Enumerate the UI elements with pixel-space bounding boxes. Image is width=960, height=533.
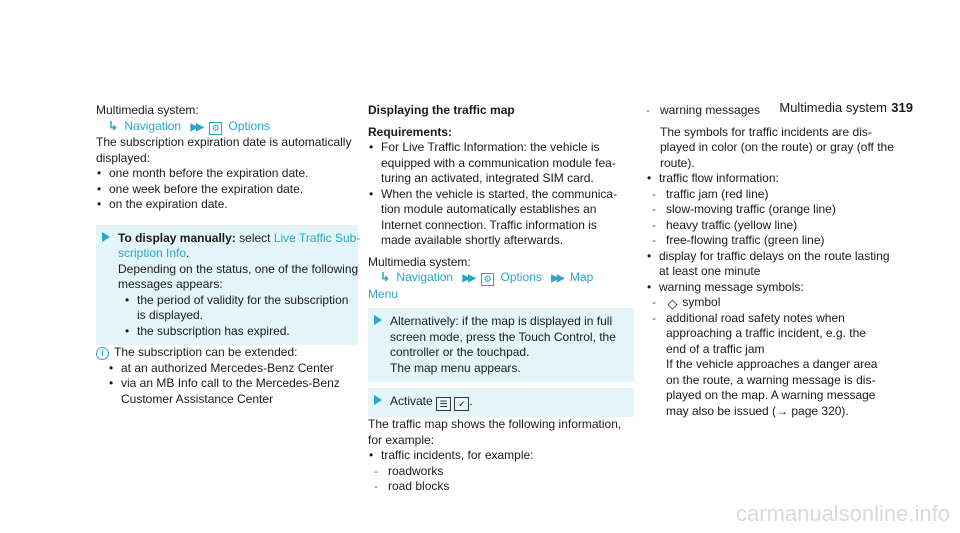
gear-icon: ⚙ xyxy=(209,122,222,135)
list-item: • warning message symbols: xyxy=(646,280,916,296)
step-text: . xyxy=(186,246,190,260)
traffic-map-icon: ☰ xyxy=(436,397,451,411)
sub-item-cont: played on the map. A warning message xyxy=(666,388,876,402)
info-note xyxy=(96,345,358,361)
column-3 xyxy=(646,103,916,419)
column-2 xyxy=(368,103,634,495)
step-title: To display manually: xyxy=(118,230,236,245)
list-item: • traffic flow information: xyxy=(646,171,916,187)
sub-item-cont: on the route, a warning message is dis- xyxy=(666,372,876,387)
sub-item-cont: end of a traffic jam xyxy=(666,341,765,356)
step-text: select xyxy=(235,230,274,245)
sub-item-text: roadworks xyxy=(388,463,444,478)
step-line: Alternatively: if the map is displayed in full xyxy=(390,314,613,328)
menu-path xyxy=(96,119,358,136)
instruction-step xyxy=(368,308,634,382)
path-menu[interactable]: Menu xyxy=(368,286,399,301)
menu-label: Multimedia system: xyxy=(96,103,199,117)
sub-item-text: warning messages xyxy=(660,103,761,117)
double-chevron-icon: ▶▶ xyxy=(551,273,563,284)
list-item: • on the expiration date. xyxy=(96,197,358,213)
sub-item: - road blocks xyxy=(374,479,450,493)
list-item-cont: Internet connection. Traffic information is xyxy=(381,217,597,232)
sub-item: - heavy traffic (yellow line) xyxy=(652,217,798,232)
menu-path xyxy=(368,270,634,287)
sub-item: - slow-moving traffic (orange line) xyxy=(652,202,836,216)
menu-label: Multimedia system: xyxy=(368,254,471,269)
step-arrow-icon xyxy=(374,315,382,325)
list-item: • the subscription has expired. xyxy=(124,324,352,340)
list-item-cont: made available shortly afterwards. xyxy=(381,233,564,247)
column-1 xyxy=(96,103,361,407)
paragraph-line: The traffic map shows the following information, xyxy=(368,417,622,431)
list-item: • one week before the expiration date. xyxy=(96,182,358,198)
sub-item-text: additional road safety notes when xyxy=(666,310,845,325)
list-item-cont: equipped with a communication module fea- xyxy=(381,155,616,170)
sub-item: - free-flowing traffic (green line) xyxy=(652,233,825,247)
sub-item-text: traffic jam (red line) xyxy=(666,186,769,201)
double-chevron-icon: ▶▶ xyxy=(462,273,474,284)
link-live-traffic-cont[interactable]: scription Info xyxy=(118,246,187,260)
instruction-step: Activate ☰ ✓ . xyxy=(368,388,634,417)
sub-item-text: road blocks xyxy=(388,479,450,493)
gear-icon: ⚙ xyxy=(481,273,494,286)
paragraph-line: route). xyxy=(660,155,695,170)
list-item: • When the vehicle is started, the communica- xyxy=(368,187,634,203)
paragraph-line: The subscription expiration date is automatically xyxy=(96,135,352,149)
sub-item-text: symbol xyxy=(682,295,721,309)
sub-item-text: free-flowing traffic (green line) xyxy=(666,233,825,247)
paragraph-line: The symbols for traffic incidents are dis- xyxy=(660,124,872,139)
info-icon: i xyxy=(96,347,109,360)
list-item: • at an authorized Mercedes-Benz Center xyxy=(108,361,358,377)
step-line: The map menu appears. xyxy=(390,360,521,375)
path-options[interactable]: Options xyxy=(228,118,270,133)
sub-item-cont: approaching a traffic incident, e.g. the xyxy=(666,326,866,340)
watermark-logo: carmanualsonline.info xyxy=(735,501,950,526)
path-navigation[interactable]: Navigation xyxy=(124,118,182,133)
sub-item-text: slow-moving traffic (orange line) xyxy=(666,202,836,216)
instruction-step xyxy=(96,225,361,346)
list-item: • For Live Traffic Information: the vehicle is xyxy=(368,140,634,156)
sub-item-text: heavy traffic (yellow line) xyxy=(666,217,798,232)
sub-item-cont: may also be issued (→ page 320). xyxy=(666,403,849,418)
list-item-cont: at least one minute xyxy=(659,264,761,278)
path-arrow-icon: ↳ xyxy=(380,270,391,284)
warning-diamond-icon: ◇ xyxy=(667,296,678,311)
list-item-cont: is displayed. xyxy=(137,308,204,322)
path-navigation[interactable]: Navigation xyxy=(396,270,454,284)
paragraph-line: played in color (on the route) or gray (off the xyxy=(660,140,894,154)
list-item-cont: tion module automatically establishes an xyxy=(381,202,597,216)
path-arrow-icon: ↳ xyxy=(108,118,119,133)
double-chevron-icon: ▶▶ xyxy=(190,121,202,133)
step-line: messages appears: xyxy=(118,277,223,291)
paragraph-line: for example: xyxy=(368,432,435,447)
list-item: • one month before the expiration date. xyxy=(96,166,358,182)
list-item-cont: Customer Assistance Center xyxy=(121,391,274,406)
list-item: • display for traffic delays on the route lasting xyxy=(646,249,916,265)
requirements-label: Requirements: xyxy=(368,124,453,139)
sub-item-cont: If the vehicle approaches a danger area xyxy=(666,357,878,371)
step-line: Depending on the status, one of the following xyxy=(118,261,359,276)
paragraph-line: displayed: xyxy=(96,150,151,165)
sub-item: - warning messages xyxy=(646,103,761,117)
link-live-traffic[interactable]: Live Traffic Sub- xyxy=(273,230,361,245)
list-item-cont: turing an activated, integrated SIM card. xyxy=(381,171,594,185)
path-options[interactable]: Options xyxy=(500,270,542,284)
section-title: Displaying the traffic map xyxy=(368,103,515,117)
list-item: • traffic incidents, for example: xyxy=(368,448,634,464)
sub-item: - roadworks xyxy=(374,463,444,478)
step-line: screen mode, press the Touch Control, the xyxy=(390,329,616,344)
sub-item: - traffic jam (red line) xyxy=(652,186,769,201)
step-line: controller or the touchpad. xyxy=(390,345,530,359)
step-arrow-icon xyxy=(102,232,110,242)
path-map[interactable]: Map xyxy=(569,270,594,284)
checkbox-icon: ✓ xyxy=(454,397,469,411)
sub-item: - ◇ symbol xyxy=(652,295,721,311)
info-text: The subscription can be extended: xyxy=(114,345,298,359)
running-header-title: Multimedia system xyxy=(779,100,887,115)
list-item: • via an MB Info call to the Mercedes-Benz xyxy=(108,376,358,392)
page-number: 319 xyxy=(891,100,913,115)
step-text: Activate xyxy=(390,394,433,408)
list-item: • the period of validity for the subscription xyxy=(124,293,352,309)
sub-item: - additional road safety notes when xyxy=(652,310,845,325)
step-arrow-icon xyxy=(374,395,382,405)
